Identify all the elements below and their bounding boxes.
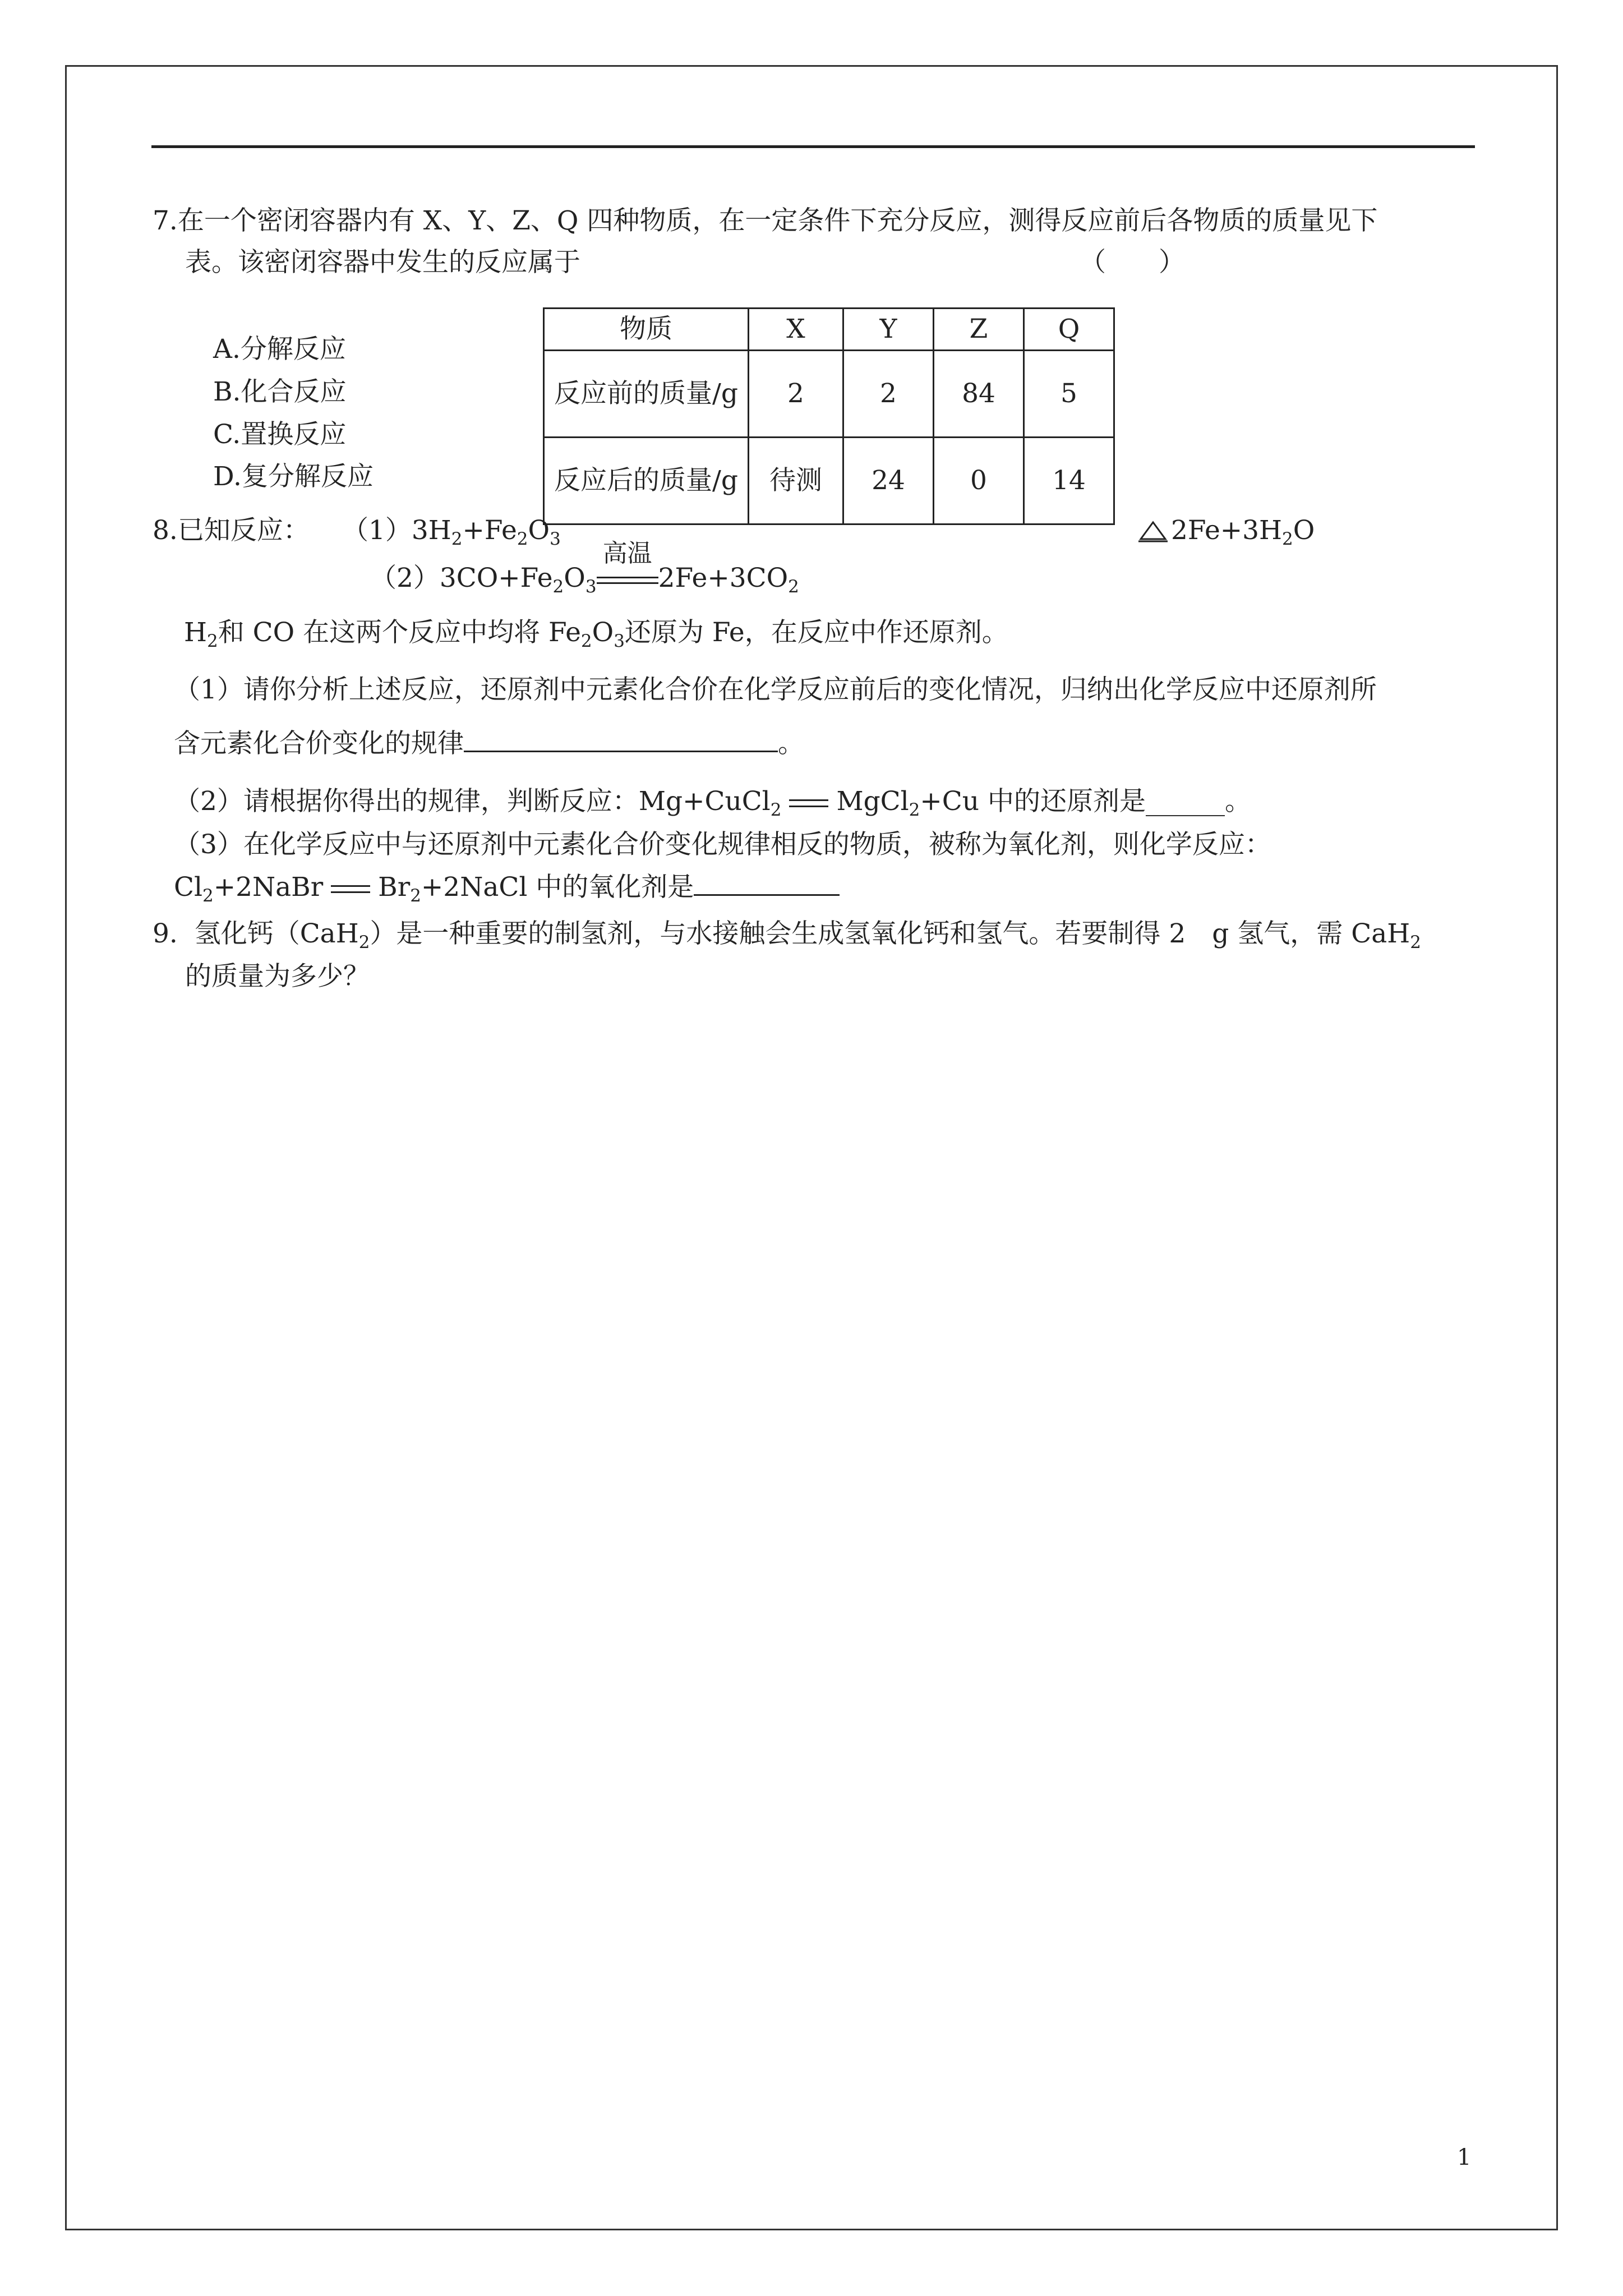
mass-table: [543, 307, 1115, 525]
table-row: [544, 351, 1114, 438]
q7-option-c: C.置换反应: [213, 419, 347, 450]
answer-blank[interactable]: [464, 728, 778, 752]
table-header-cell: Y: [843, 309, 934, 351]
q7-answer-paren: （ ）: [1080, 247, 1185, 278]
q8-part3-line1: （3）在化学反应中与还原剂中元素化合价变化规律相反的物质，被称为氧化剂，则化学反应：: [174, 829, 1271, 860]
q7-line1: 7.在一个密闭容器内有 X、Y、Z、Q 四种物质，在一定条件下充分反应，测得反应前后各物质的质量见下: [153, 205, 1378, 236]
table-cell: 24: [843, 438, 934, 524]
q9-line2: 的质量为多少？: [185, 961, 370, 992]
table-cell: 84: [934, 351, 1024, 438]
header-rule: [151, 145, 1475, 148]
table-header-cell: X: [749, 309, 843, 351]
q8-part1-line1: （1）请你分析上述反应，还原剂中元素化合价在化学反应前后的变化情况，归纳出化学反应中还原剂所: [174, 674, 1377, 705]
table-cell: 14: [1024, 438, 1114, 524]
high-temp-condition: 高温: [597, 557, 658, 600]
q9-line1: 9. 氢化钙（CaH$_2$）是一种重要的制氢剂，与水接触会生成氢氧化钙和氢气。若要制得 2 g 氢气，需 CaH$_2$: [153, 918, 1421, 953]
table-header-cell: Z: [934, 309, 1024, 351]
table-cell: 反应前的质量/g: [544, 351, 749, 438]
table-cell: 反应后的质量/g: [544, 438, 749, 524]
table-cell: 0: [934, 438, 1024, 524]
answer-blank[interactable]: [694, 872, 840, 896]
table-header-row: [544, 309, 1114, 351]
q8-part3-line2: $Cl_2+2NaBr$ $Br_2+2NaCl$ 中的氧化剂是: [174, 866, 840, 912]
q8-part1-line2: 含元素化合价变化的规律 。: [174, 728, 804, 759]
q7-option-d: D.复分解反应: [213, 461, 374, 492]
q8-reaction-2: $(2)3CO+Fe_2O_3$ 高温 $2Fe+3CO_2$: [370, 557, 799, 602]
table-row: [544, 438, 1114, 524]
q7-option-a: A.分解反应: [213, 334, 346, 365]
table-cell: 2: [843, 351, 934, 438]
q8-note: $H_2$和 CO 在这两个反应中均将 $Fe_2O_3$还原为 Fe，在反应中作还原剂。: [184, 617, 1008, 651]
q7-option-b: B.化合反应: [213, 376, 347, 407]
table-cell: 5: [1024, 351, 1114, 438]
q8-intro: 8.已知反应：: [153, 515, 310, 546]
q7-line2: 表。该密闭容器中发生的反应属于: [185, 247, 580, 278]
table-header-cell: 物质: [544, 309, 749, 351]
table-header-cell: Q: [1024, 309, 1114, 351]
table-cell: 2: [749, 351, 843, 438]
page-number: 1: [1457, 2145, 1472, 2170]
q8-part2: （2）请根据你得出的规律，判断反应：Mg+CuCl$_2$ MgCl$_2$+Cu 中的还原剂是______。: [174, 786, 1251, 820]
answer-blank[interactable]: ______: [1145, 786, 1225, 817]
q8-reaction-1-products: $2Fe+3H_2O$: [1137, 509, 1315, 555]
heat-triangle-icon: [1137, 509, 1171, 552]
q8-reaction-1: $(1)3H_2+Fe_2O_3$: [342, 515, 561, 549]
table-cell: 待测: [749, 438, 843, 524]
